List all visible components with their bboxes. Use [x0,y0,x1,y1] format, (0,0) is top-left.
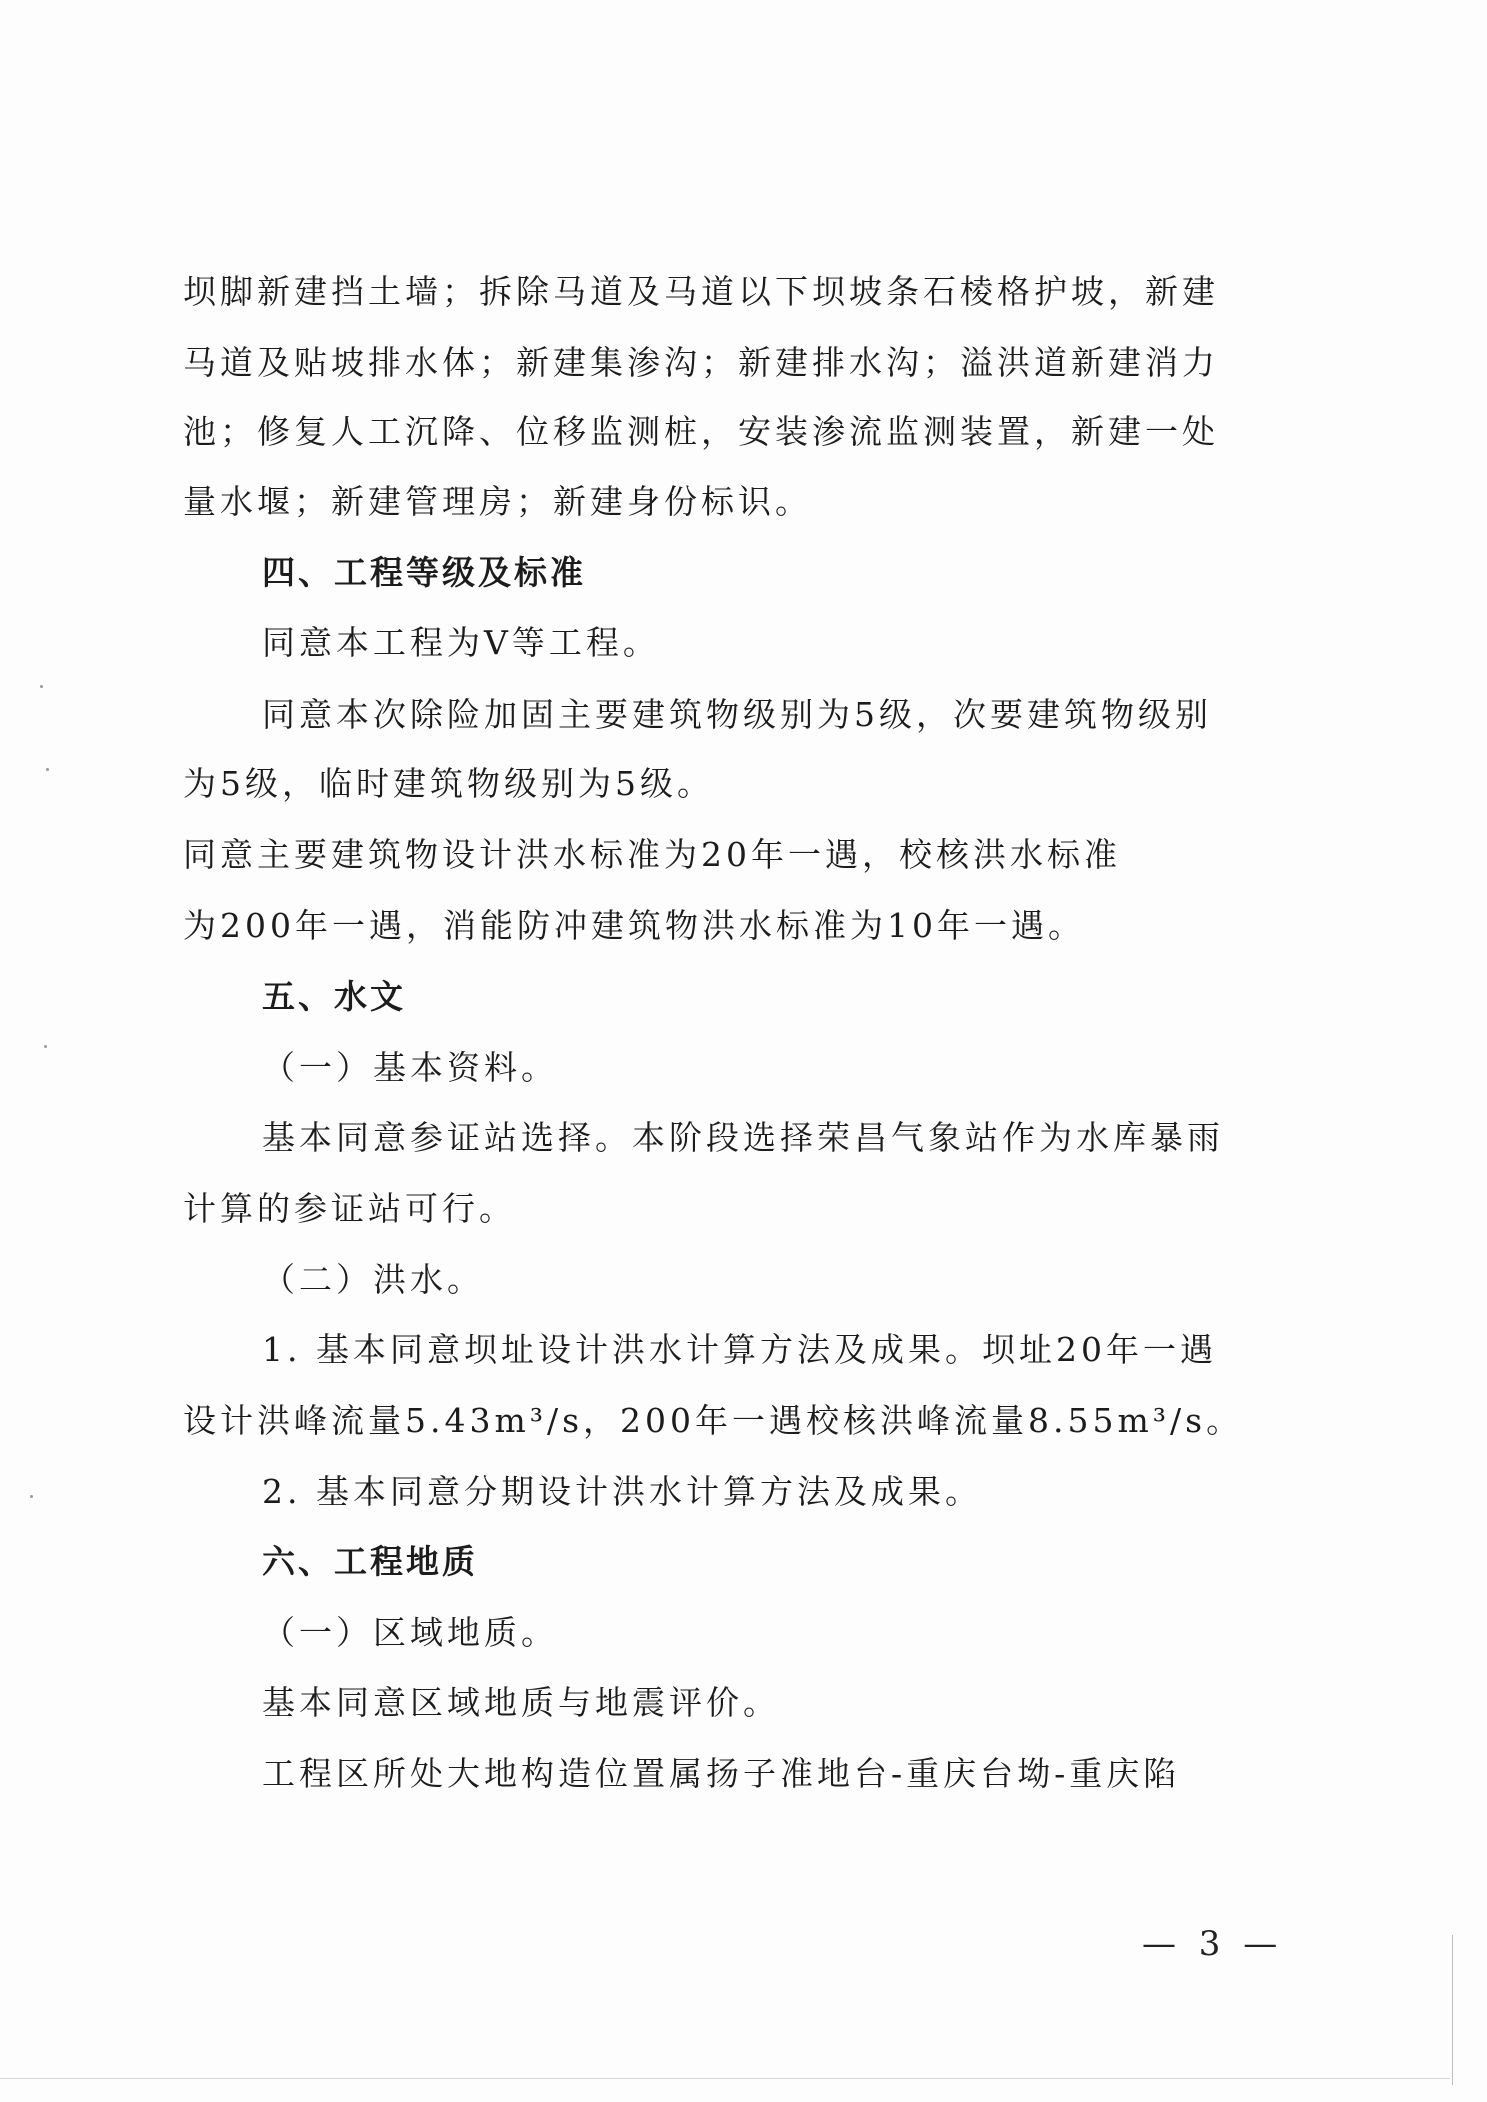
scan-speck [40,685,43,688]
body-text-line: 基本同意参证站选择。本阶段选择荣昌气象站作为水库暴雨 [262,1118,1224,1157]
subsection-heading: （二）洪水。 [262,1260,484,1299]
body-text-line: 工程区所处大地构造位置属扬子准地台-重庆台坳-重庆陷 [262,1754,1181,1793]
body-text-line: 计算的参证站可行。 [183,1189,516,1228]
body-text-line: 基本同意区域地质与地震评价。 [262,1683,780,1722]
section-heading-6: 六、工程地质 [262,1542,478,1581]
body-text-line: 马道及贴坡排水体；新建集渗沟；新建排水沟；溢洪道新建消力 [183,343,1219,382]
section-heading-5: 五、水文 [262,977,406,1016]
scan-edge-line [1452,1935,1453,2085]
section-heading-4: 四、工程等级及标准 [262,553,586,592]
body-text-line: 1. 基本同意坝址设计洪水计算方法及成果。坝址20年一遇 [262,1330,1217,1369]
subsection-heading: （一）区域地质。 [262,1613,558,1652]
body-text-line: 为5级，临时建筑物级别为5级。 [183,764,714,803]
body-text-line: 池；修复人工沉降、位移监测桩，安装渗流监测装置，新建一处 [183,412,1219,451]
subsection-heading: （一）基本资料。 [262,1048,558,1087]
scan-speck [44,1045,47,1048]
body-text-line: 坝脚新建挡土墙；拆除马道及马道以下坝坡条石棱格护坡，新建 [183,272,1219,311]
body-text-line: 设计洪峰流量5.43m³/s，200年一遇校核洪峰流量8.55m³/s。 [183,1401,1244,1440]
body-text-line: 同意本工程为Ⅴ等工程。 [262,623,660,662]
scan-speck [46,768,49,771]
body-text-line: 2. 基本同意分期设计洪水计算方法及成果。 [262,1472,982,1511]
body-text-line: 为200年一遇，消能防冲建筑物洪水标准为10年一遇。 [183,906,1085,945]
body-text-line: 量水堰；新建管理房；新建身份标识。 [183,482,812,521]
scan-edge-line [0,2078,1450,2079]
body-text-line: 同意主要建筑物设计洪水标准为20年一遇，校核洪水标准 [183,835,1121,874]
scan-speck [30,1495,33,1498]
page-number: — 3 — [1142,1924,1284,1964]
body-text-line: 同意本次除险加固主要建筑物级别为5级，次要建筑物级别 [262,695,1212,734]
